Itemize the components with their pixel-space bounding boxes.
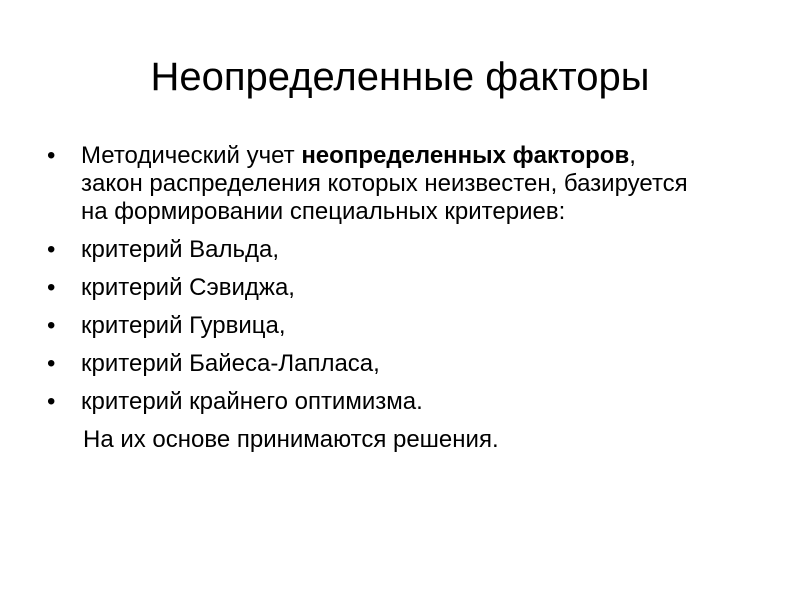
bullet-dot-icon: • xyxy=(47,236,56,263)
bullet-item-extreme-optimism xyxy=(43,388,703,416)
bullet-item-wald xyxy=(43,236,703,264)
bullet-item-methodology xyxy=(43,142,701,226)
bullet-item-hurwicz xyxy=(43,312,703,340)
bullet-item-savage xyxy=(43,274,703,302)
bullet-item-label: критерий Вальда, xyxy=(81,236,280,263)
slide-content xyxy=(43,142,703,454)
methodology-text-bold: неопределенных факторов xyxy=(301,142,630,169)
bullet-dot-icon: • xyxy=(47,312,56,339)
closing-text: На их основе принимаются решения. xyxy=(83,426,499,453)
bullet-item-label: критерий крайнего оптимизма. xyxy=(81,388,423,415)
bullet-item-label: критерий Байеса-Лапласа, xyxy=(81,350,380,377)
methodology-text-end: , закон распределения которых неизвестен, базируется на формировании специальных критериев: xyxy=(81,142,688,225)
methodology-text-start: Методический учет xyxy=(81,142,302,169)
bullet-dot-icon: • xyxy=(47,274,56,301)
bullet-dot-icon: • xyxy=(47,388,56,415)
bullet-item-bayes-laplace xyxy=(43,350,703,378)
bullet-item-label: критерий Гурвица, xyxy=(81,312,286,339)
bullet-item-label: критерий Сэвиджа, xyxy=(81,274,295,301)
bullet-dot-icon: • xyxy=(47,350,56,377)
bullet-list xyxy=(43,142,703,416)
slide-title: Неопределенные факторы xyxy=(150,55,650,99)
bullet-dot-icon: • xyxy=(47,142,56,169)
